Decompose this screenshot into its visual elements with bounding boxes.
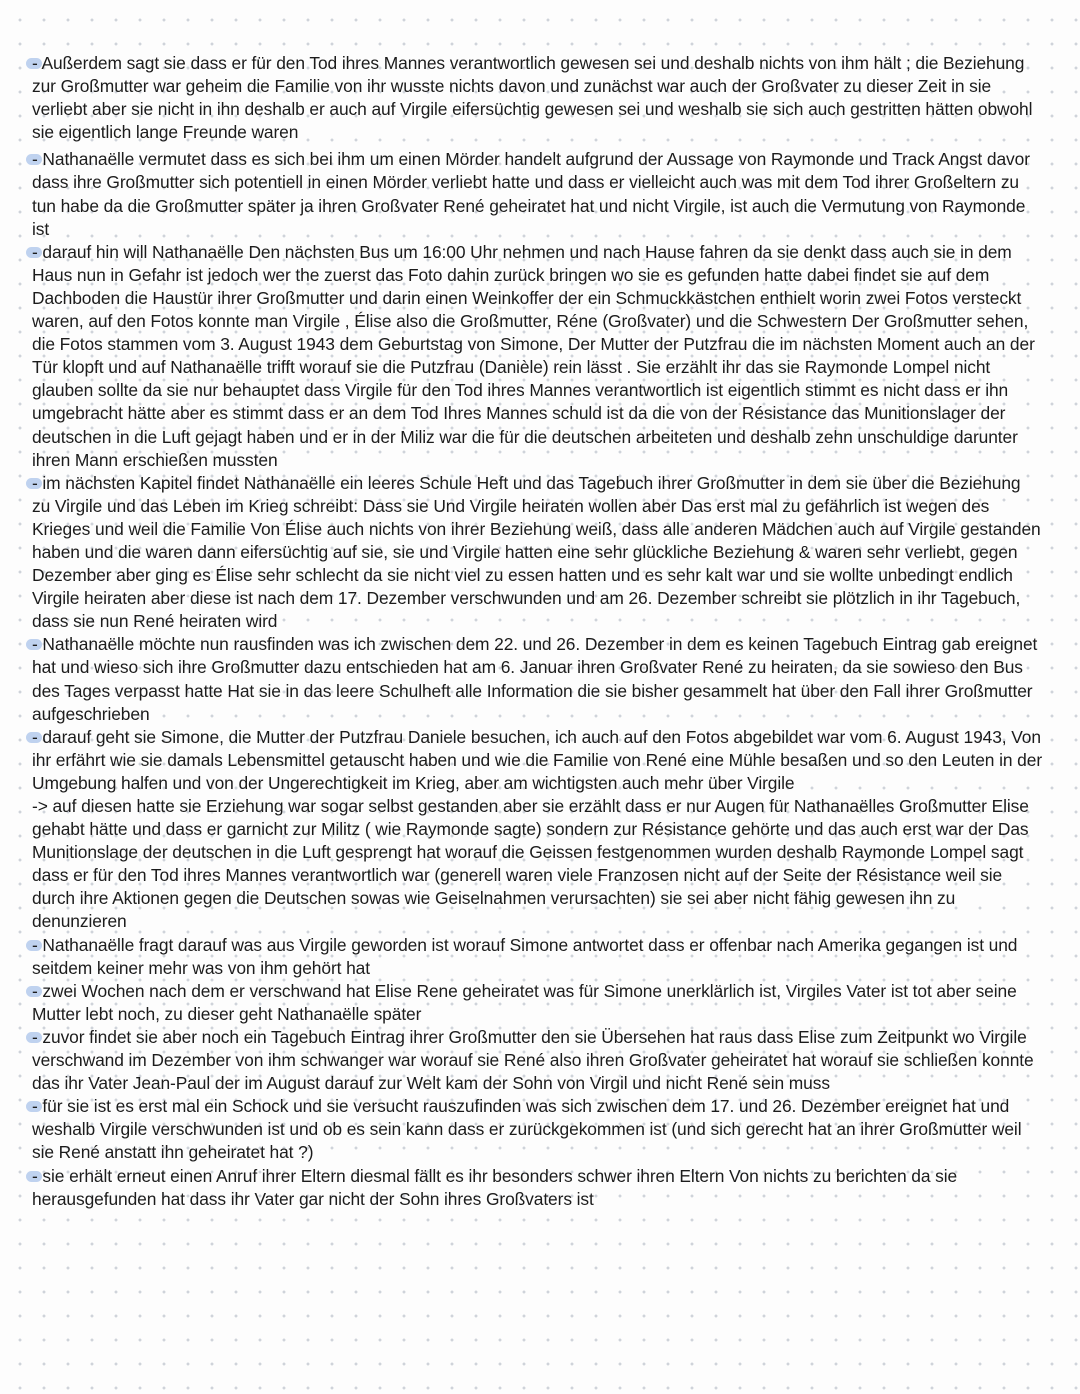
paragraph-text: - sie erhält erneut einen Anruf ihrer Eltern diesmal fällt es ihr besonders schwer ihren Eltern Von nichts zu berichten da sie herausgefunden hat dass ihr Vater gar nicht der Sohn ihres Großvaters ist bbox=[32, 1165, 958, 1209]
note-paragraph-9 bbox=[32, 980, 1042, 1026]
note-paragraph-3 bbox=[32, 241, 1042, 472]
note-paragraph-10 bbox=[32, 1026, 1042, 1095]
handwritten-notes bbox=[32, 52, 1042, 1211]
paragraph-text: - Nathanaëlle vermutet dass es sich bei ihm um einen Mörder handelt aufgrund der Aussage von Raymonde und Track Angst davor dass ihre Großmutter sich potentiell in einen Mörder verliebt hatte und dass er vielleicht auch was mit dem Tod ihrer Großeltern zu tun habe da die Großmutter später ja ihren Großvater René geheiratet hat und nicht Virgile, ist auch die Vermutung von Raymonde ist bbox=[32, 149, 1030, 239]
note-paragraph-2 bbox=[32, 148, 1042, 240]
note-paragraph-7 bbox=[32, 795, 1042, 934]
paragraph-text: - darauf geht sie Simone, die Mutter der Putzfrau Daniele besuchen, ich auch auf den Fotos abgebildet war vom 6. August 1943, Von ihr erfährt wie sie damals Lebensmittel getauscht haben und wie die Familie von René eine Mühle besaßen und so den Leuten in der Umgebung halfen und von der Ungerechtigkeit im Krieg, aber am wichtigsten auch mehr über Virgile bbox=[32, 726, 1043, 793]
paragraph-text: - im nächsten Kapitel findet Nathanaëlle ein leeres Schule Heft und das Tagebuch ihrer Großmutter in dem sie über die Beziehung zu Virgile und das Leben im Krieg schreibt: Dass sie Und Virgile heiraten wollen aber Das erst mal zu gefährlich ist wegen des Krieges und weil die Familie Von Élise auch nichts von ihrer Beziehung weiß, dass alle anderen Mädchen auch auf Virgile gestanden haben und die waren dann eifersüchtig auf sie, sie und Virgile hatten eine sehr glückliche Beziehung & waren sehr verliebt, gegen Dezember aber ging es Élise sehr schlecht da sie nicht viel zu essen hatten und es sehr kalt war und sie wollte unbedingt endlich Virgile heiraten aber diese ist nach dem 17. Dezember verschwunden und am 26. Dezember schreibt sie plötzlich in ihr Tagebuch, dass sie nun René heiraten wird bbox=[32, 472, 1041, 632]
paragraph-text: - Außerdem sagt sie dass er für den Tod ihres Mannes verantwortlich gewesen sei und deshalb nichts von ihm hält ; die Beziehung zur Großmutter war geheim die Familie von ihr wusste nichts davon und zunächst war auch der Großvater zu dieser Zeit in sie verliebt aber sie nicht in ihn deshalb er auch auf Virgile eifersüchtig gewesen sei und weshalb sie sich auch gestritten hätten obwohl sie eigentlich lange Freunde waren bbox=[32, 53, 1033, 143]
paragraph-text: - zwei Wochen nach dem er verschwand hat Elise Rene geheiratet was für Simone unerklärlich ist, Virgiles Vater ist tot aber seine Mutter lebt noch, zu dieser geht Nathanaëlle später bbox=[32, 980, 1017, 1024]
note-paragraph-8 bbox=[32, 934, 1042, 980]
note-paragraph-12 bbox=[32, 1165, 1042, 1211]
note-paragraph-6 bbox=[32, 726, 1042, 795]
paragraph-text: - für sie ist es erst mal ein Schock und sie versucht rauszufinden was sich zwischen dem 17. und 26. Dezember ereignet hat und weshalb Virgile verschwunden ist und ob es sein kann dass er zurückgekommen ist (und sich gerecht hat an ihrer Großmutter weil sie René anstatt ihn geheiratet hat ?) bbox=[32, 1096, 1022, 1163]
note-paragraph-11 bbox=[32, 1095, 1042, 1164]
paragraph-text: - Nathanaëlle möchte nun rausfinden was ich zwischen dem 22. und 26. Dezember in dem es keinen Tagebuch Eintrag gab ereignet hat und wieso sich ihre Großmutter dazu entschieden hat am 6. Januar ihren Großvater René zu heiraten, da sie sowieso den Bus des Tages verpasst hatte Hat sie in das leere Schulheft alle Information die sie bisher gesammelt hat über den Fall ihrer Großmutter aufgeschrieben bbox=[32, 634, 1038, 724]
paragraph-text: - Nathanaëlle fragt darauf was aus Virgile geworden ist worauf Simone antwortet dass er offenbar nach Amerika gegangen ist und seitdem keiner mehr was von ihm gehört hat bbox=[32, 934, 1018, 978]
paragraph-text: - zuvor findet sie aber noch ein Tagebuch Eintrag ihrer Großmutter den sie Übersehen hat raus dass Elise zum Zeitpunkt wo Virgile verschwand im Dezember von ihm schwanger war worauf sie René also ihren Großvater geheiratet hat worauf sie schließen konnte das ihr Vater Jean-Paul der im August darauf zur Welt kam der Sohn von Virgil und nicht René sein muss bbox=[32, 1026, 1034, 1094]
note-paragraph-5 bbox=[32, 633, 1042, 725]
note-paragraph-1 bbox=[32, 52, 1042, 144]
paragraph-text: - darauf hin will Nathanaëlle Den nächsten Bus um 16:00 Uhr nehmen und nach Hause fahren da sie denkt dass auch sie in dem Haus nun in Gefahr ist jedoch wer the zuerst das Foto dahin zurück bringen wo sie es gefunden hatte dabei findet sie auf dem Dachboden die Haustür ihrer Großmutter und darin einen Weinkoffer der ein Schmuckkästchen enthielt worin zwei Fotos versteckt waren, auf den Fotos konnte man Virgile , Élise also die Großmutter, Réne (Großvater) und die Schwestern Der Großmutter sehen, die Fotos stammen vom 3. August 1943 dem Geburtstag von Simone, Der Mutter der Putzfrau die im nächsten Moment auch an der Tür klopft und auf Nathanaëlle trifft worauf sie die Putzfrau (Danièle) rein lässt . Sie erzählt ihr das sie Raymonde Lompel nicht glauben sollte da sie nur behauptet dass Virgile für den Tod ihres Mannes verantwortlich ist eigentlich stimmt es nicht dass er ihn umgebracht hätte aber es stimmt dass er an dem Tod Ihres Mannes schuld ist da die von der Résistance das Munitionslager der deutschen in die Luft gejagt haben und er in der Miliz war die für die deutschen arbeiteten und deshalb zehn unschuldige darunter ihren Mann erschießen mussten bbox=[32, 241, 1035, 470]
paragraph-text: -> auf diesen hatte sie Erziehung war sogar selbst gestanden aber sie erzählt dass er nur Augen für Nathanaëlles Großmutter Elise gehabt hätte und dass er garnicht zur Militz ( wie Raymonde sagte) sondern zur Résistance gehörte und das auch erst war der Das Munitionslage der deutschen in die Luft gesprengt hat worauf die Geissen festgenommen wurden deshalb Raymonde Lompel sagt dass er für den Tod ihres Mannes verantwortlich war (generell waren viele Franzosen nicht auf der Seite der Résistance weil sie durch ihre Aktionen gegen die Deutschen sowas wie Geiselnahmen verursachten) sie sei aber nicht fähig gewesen ihn zu denunzieren bbox=[32, 796, 1029, 932]
note-paragraph-4 bbox=[32, 472, 1042, 634]
